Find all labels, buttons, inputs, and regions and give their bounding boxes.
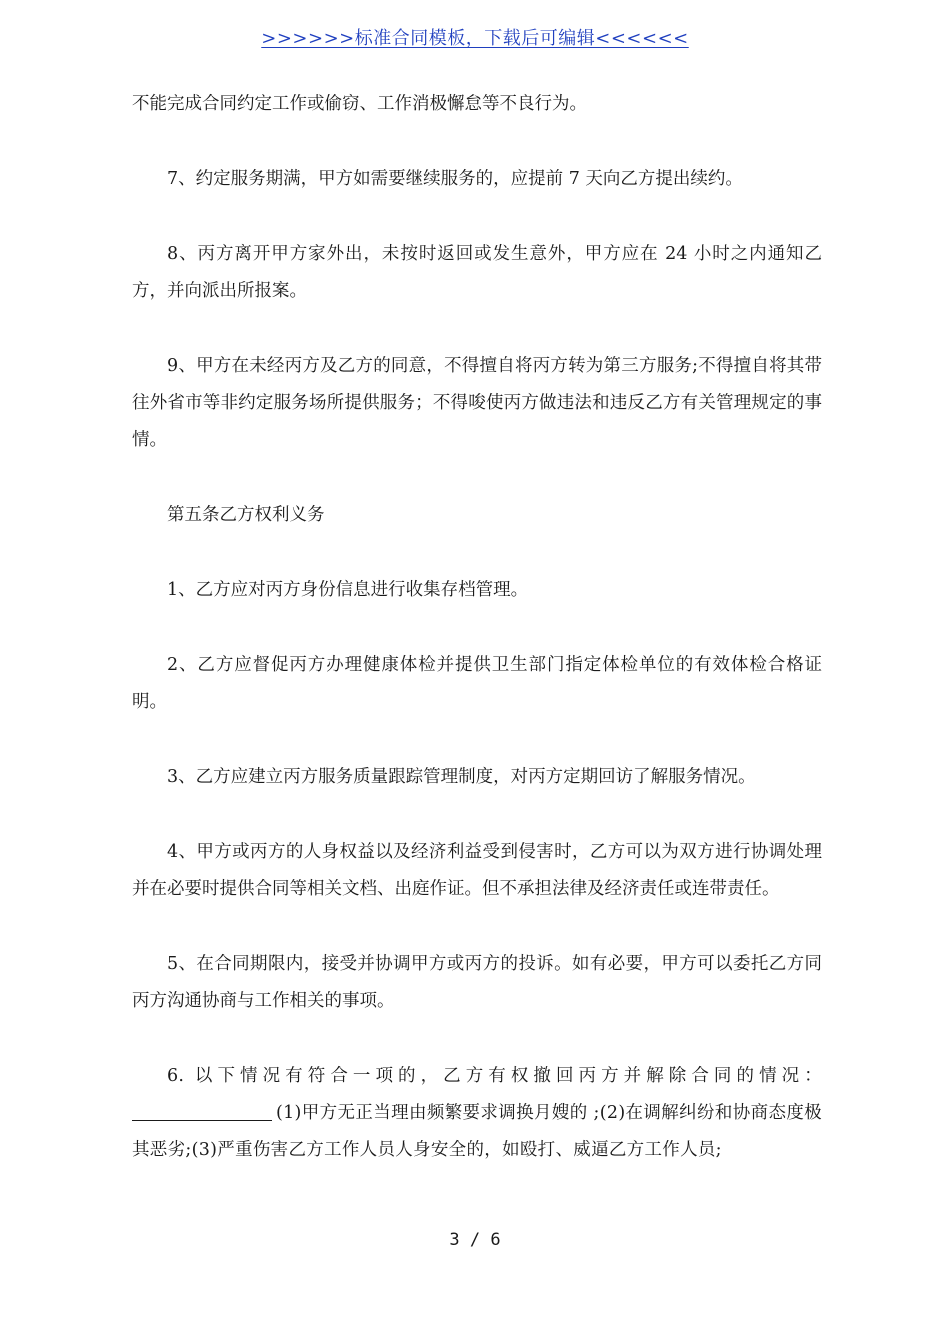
item-6-conditions: (1)甲方无正当理由频繁要求调换月嫂的 ;(2)在调解纠纷和协商态度极其恶劣;(3)严重伤害乙方工作人员人身安全的，如殴打、威逼乙方工作人员; — [132, 1103, 822, 1160]
paragraph-continued: 不能完成合同约定工作或偷窃、工作消极懈怠等不良行为。 — [132, 94, 587, 114]
fill-in-blank[interactable] — [132, 1103, 272, 1122]
paragraph-article-5-item-4: 4、甲方或丙方的人身权益以及经济利益受到侵害时，乙方可以为双方进行协调处理并在必要时提供合同等相关文档、出庭作证。但不承担法律及经济责任或连带责任。 — [132, 842, 822, 899]
paragraph-article-5-item-3: 3、乙方应建立丙方服务质量跟踪管理制度，对丙方定期回访了解服务情况。 — [167, 767, 756, 787]
paragraph-article-5-item-6 — [132, 1058, 822, 1169]
item-6-intro: 6. 以下情况有符合一项的，乙方有权撤回丙方并解除合同的情况： — [167, 1066, 822, 1086]
article-5-heading: 第五条乙方权利义务 — [167, 505, 325, 525]
page-number: 3 / 6 — [449, 1230, 501, 1250]
document-body — [132, 86, 822, 1207]
paragraph-article-5-item-1: 1、乙方应对丙方身份信息进行收集存档管理。 — [167, 580, 529, 600]
paragraph-article-5-item-5: 5、在合同期限内，接受并协调甲方或丙方的投诉。如有必要，甲方可以委托乙方同丙方沟通协商与工作相关的事项。 — [132, 954, 822, 1011]
paragraph-article-5-item-2: 2、乙方应督促丙方办理健康体检并提供卫生部门指定体检单位的有效体检合格证明。 — [132, 655, 822, 712]
paragraph-clause-7: 7、约定服务期满，甲方如需要继续服务的，应提前 7 天向乙方提出续约。 — [167, 169, 743, 189]
paragraph-clause-9: 9、甲方在未经丙方及乙方的同意，不得擅自将丙方转为第三方服务;不得擅自将其带往外省市等非约定服务场所提供服务；不得唆使丙方做违法和违反乙方有关管理规定的事情。 — [132, 356, 822, 450]
template-download-link[interactable]: >>>>>>标准合同模板，下载后可编辑<<<<<< — [261, 28, 689, 49]
paragraph-clause-8: 8、丙方离开甲方家外出，未按时返回或发生意外，甲方应在 24 小时之内通知乙方，并向派出所报案。 — [132, 244, 822, 301]
